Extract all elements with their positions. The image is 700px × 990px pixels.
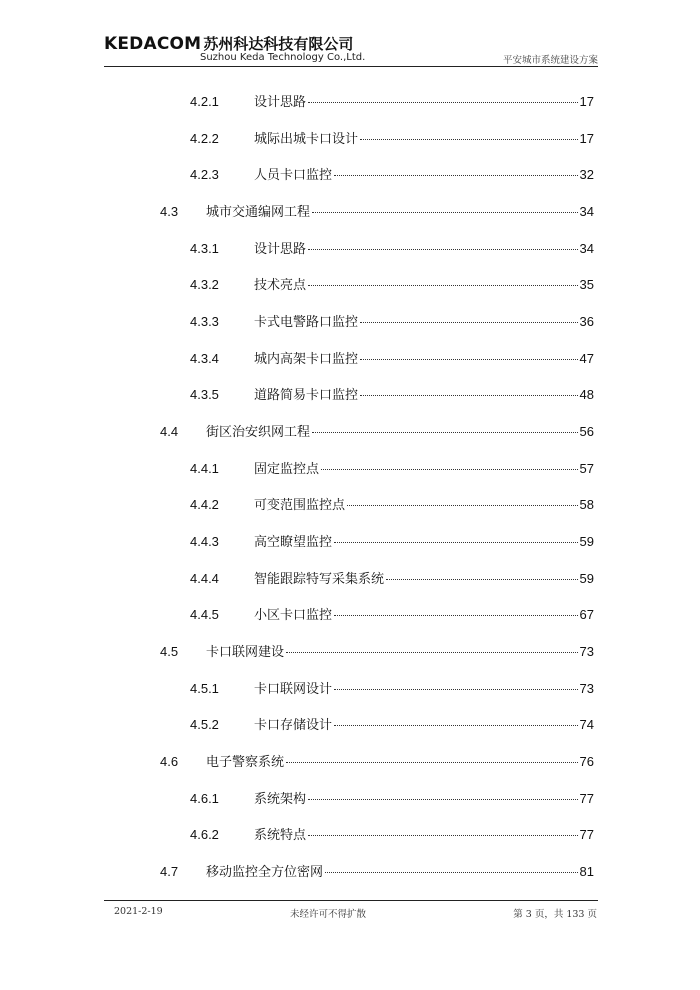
toc-entry[interactable] bbox=[190, 494, 594, 516]
toc-entry-number: 4.3.1 bbox=[190, 241, 219, 256]
toc-dot-leader bbox=[308, 799, 578, 800]
toc-entry[interactable] bbox=[160, 201, 594, 223]
toc-entry-number: 4.2.1 bbox=[190, 94, 219, 109]
toc-entry-number: 4.4.3 bbox=[190, 534, 219, 549]
toc-entry-title: 卡口存储设计 bbox=[254, 717, 333, 732]
toc-dot-leader bbox=[334, 542, 578, 543]
company-name-sub: Suzhou Keda Technology Co.,Ltd. bbox=[200, 52, 366, 63]
toc-entry-title: 小区卡口监控 bbox=[254, 607, 333, 622]
toc-entry-number: 4.4.2 bbox=[190, 497, 219, 512]
toc-entry[interactable] bbox=[190, 348, 594, 370]
toc-dot-leader bbox=[286, 762, 578, 763]
toc-entry-page: 81 bbox=[579, 864, 594, 879]
toc-entry[interactable] bbox=[190, 238, 594, 260]
toc-entry-page: 58 bbox=[579, 497, 594, 512]
toc-entry[interactable] bbox=[190, 788, 594, 810]
toc-entry-title: 电子警察系统 bbox=[206, 754, 285, 769]
toc-dot-leader bbox=[360, 395, 578, 396]
toc-dot-leader bbox=[321, 469, 578, 470]
toc-entry-title: 高空瞭望监控 bbox=[254, 534, 333, 549]
toc-entry-page: 34 bbox=[579, 204, 594, 219]
toc-entry-title: 城市交通编网工程 bbox=[206, 204, 311, 219]
toc-entry-page: 73 bbox=[579, 644, 594, 659]
toc-entry-page: 48 bbox=[579, 387, 594, 402]
toc-entry-page: 56 bbox=[579, 424, 594, 439]
toc-entry-page: 17 bbox=[579, 131, 594, 146]
toc-entry-page: 74 bbox=[579, 717, 594, 732]
toc-entry-number: 4.5 bbox=[160, 644, 179, 659]
toc-entry-number: 4.3.4 bbox=[190, 351, 219, 366]
toc-dot-leader bbox=[347, 505, 578, 506]
toc-dot-leader bbox=[334, 615, 578, 616]
toc-entry[interactable] bbox=[190, 531, 594, 553]
toc-entry[interactable] bbox=[190, 824, 594, 846]
toc-entry-number: 4.3.5 bbox=[190, 387, 219, 402]
toc-dot-leader bbox=[325, 872, 578, 873]
toc-entry-page: 77 bbox=[579, 791, 594, 806]
toc-entry-page: 47 bbox=[579, 351, 594, 366]
toc-entry[interactable] bbox=[190, 91, 594, 113]
toc-dot-leader bbox=[308, 835, 578, 836]
toc-dot-leader bbox=[308, 249, 578, 250]
toc-dot-leader bbox=[360, 359, 578, 360]
toc-entry[interactable] bbox=[190, 458, 594, 480]
toc-dot-leader bbox=[360, 322, 578, 323]
toc-entry-page: 34 bbox=[579, 241, 594, 256]
toc-entry-number: 4.3.2 bbox=[190, 277, 219, 292]
toc-entry[interactable] bbox=[190, 568, 594, 590]
toc-entry[interactable] bbox=[190, 384, 594, 406]
toc-dot-leader bbox=[286, 652, 578, 653]
toc-entry-page: 67 bbox=[579, 607, 594, 622]
toc-entry-number: 4.6.1 bbox=[190, 791, 219, 806]
toc-entry-number: 4.6.2 bbox=[190, 827, 219, 842]
toc-entry-title: 人员卡口监控 bbox=[254, 167, 333, 182]
toc-entry-title: 卡口联网设计 bbox=[254, 681, 333, 696]
footer-notice: 未经许可不得扩散 bbox=[290, 909, 367, 920]
toc-entry-title: 技术亮点 bbox=[254, 277, 307, 292]
toc-entry-number: 4.4.4 bbox=[190, 571, 219, 586]
toc-entry[interactable] bbox=[190, 164, 594, 186]
toc-entry-number: 4.4 bbox=[160, 424, 179, 439]
toc-entry-title: 系统特点 bbox=[254, 827, 307, 842]
toc-entry-number: 4.5.2 bbox=[190, 717, 219, 732]
toc-entry-page: 57 bbox=[579, 461, 594, 476]
toc-entry-number: 4.6 bbox=[160, 754, 179, 769]
toc-entry-title: 道路简易卡口监控 bbox=[254, 387, 359, 402]
toc-entry-number: 4.2.3 bbox=[190, 167, 219, 182]
toc-entry-number: 4.3.3 bbox=[190, 314, 219, 329]
toc-entry-page: 77 bbox=[579, 827, 594, 842]
toc-dot-leader bbox=[308, 285, 578, 286]
toc-entry-title: 城际出城卡口设计 bbox=[254, 131, 359, 146]
toc-entry-title: 可变范围监控点 bbox=[254, 497, 346, 512]
toc-entry[interactable] bbox=[160, 861, 594, 883]
toc-entry-title: 卡口联网建设 bbox=[206, 644, 285, 659]
toc-dot-leader bbox=[312, 432, 578, 433]
toc-entry-page: 32 bbox=[579, 167, 594, 182]
toc-entry[interactable] bbox=[190, 311, 594, 333]
toc-entry-title: 系统架构 bbox=[254, 791, 307, 806]
footer-date: 2021-2-19 bbox=[114, 906, 163, 917]
toc-entry-number: 4.5.1 bbox=[190, 681, 219, 696]
toc-entry-number: 4.7 bbox=[160, 864, 179, 879]
toc-entry[interactable] bbox=[190, 604, 594, 626]
toc-entry-number: 4.2.2 bbox=[190, 131, 219, 146]
toc-dot-leader bbox=[360, 139, 578, 140]
toc-entry-number: 4.4.1 bbox=[190, 461, 219, 476]
toc-entry[interactable] bbox=[190, 678, 594, 700]
toc-entry-page: 59 bbox=[579, 571, 594, 586]
company-name-cn: 苏州科达科技有限公司 bbox=[203, 35, 354, 53]
toc-entry-number: 4.4.5 bbox=[190, 607, 219, 622]
toc-entry[interactable] bbox=[190, 128, 594, 150]
toc-entry-title: 移动监控全方位密网 bbox=[206, 864, 324, 879]
toc-entry-title: 设计思路 bbox=[254, 94, 307, 109]
toc-entry[interactable] bbox=[160, 751, 594, 773]
toc-entry-page: 59 bbox=[579, 534, 594, 549]
toc-entry-title: 街区治安织网工程 bbox=[206, 424, 311, 439]
toc-dot-leader bbox=[334, 175, 578, 176]
document-title: 平安城市系统建设方案 bbox=[502, 55, 598, 66]
toc-entry[interactable] bbox=[160, 421, 594, 443]
toc-entry-title: 智能跟踪特写采集系统 bbox=[254, 571, 385, 586]
toc-entry-title: 卡式电警路口监控 bbox=[254, 314, 359, 329]
toc-dot-leader bbox=[334, 689, 578, 690]
toc-entry-page: 73 bbox=[579, 681, 594, 696]
toc-dot-leader bbox=[308, 102, 578, 103]
toc-entry-title: 城内高架卡口监控 bbox=[254, 351, 359, 366]
toc-entry[interactable] bbox=[190, 274, 594, 296]
footer-divider bbox=[104, 900, 598, 901]
toc-dot-leader bbox=[386, 579, 578, 580]
company-name-en: KEDACOM bbox=[104, 34, 202, 54]
toc-entry-title: 固定监控点 bbox=[254, 461, 320, 476]
toc-entry-title: 设计思路 bbox=[254, 241, 307, 256]
toc-dot-leader bbox=[312, 212, 578, 213]
toc-entry-page: 17 bbox=[579, 94, 594, 109]
page-number: 第 3 页，共 133 页 bbox=[513, 909, 597, 920]
toc-dot-leader bbox=[334, 725, 578, 726]
toc-entry-number: 4.3 bbox=[160, 204, 179, 219]
toc-entry-page: 36 bbox=[579, 314, 594, 329]
toc-entry-page: 35 bbox=[579, 277, 594, 292]
toc-entry-page: 76 bbox=[579, 754, 594, 769]
toc-entry[interactable] bbox=[160, 641, 594, 663]
toc-entry[interactable] bbox=[190, 714, 594, 736]
